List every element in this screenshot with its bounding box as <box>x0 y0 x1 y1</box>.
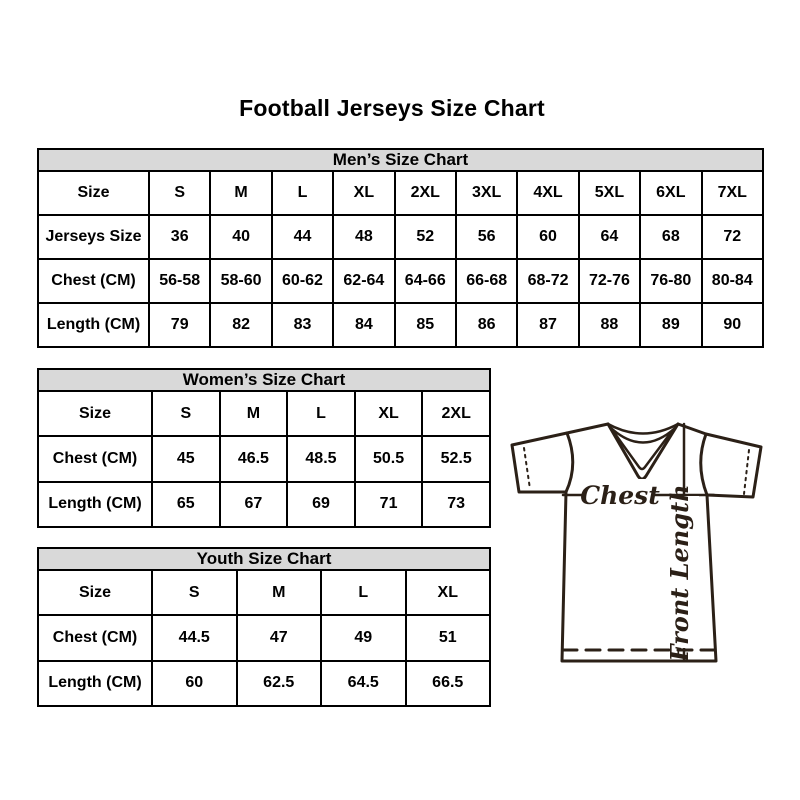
front-length-label: Front Length <box>665 484 694 662</box>
size-cell: 79 <box>149 303 210 347</box>
size-cell: XL <box>355 391 423 436</box>
size-cell: 60 <box>517 215 578 259</box>
size-cell: 87 <box>517 303 578 347</box>
left-cuff-stitch <box>524 448 530 489</box>
size-cell: 67 <box>220 482 288 527</box>
size-cell: 68-72 <box>517 259 578 303</box>
row-label: Length (CM) <box>38 482 152 527</box>
size-cell: M <box>210 171 271 215</box>
size-cell: 60 <box>152 661 237 706</box>
row-label: Size <box>38 391 152 436</box>
row-label: Chest (CM) <box>38 615 152 660</box>
jersey-outline <box>512 424 761 661</box>
front-length-measure-line <box>665 424 699 663</box>
size-cell: 88 <box>579 303 640 347</box>
size-cell: 64-66 <box>395 259 456 303</box>
jersey-collar <box>608 424 678 479</box>
size-cell: 46.5 <box>220 436 288 481</box>
size-cell: 62.5 <box>237 661 322 706</box>
size-cell: 48.5 <box>287 436 355 481</box>
size-cell: M <box>237 570 322 615</box>
size-cell: 50.5 <box>355 436 423 481</box>
size-cell: 65 <box>152 482 220 527</box>
size-cell: 44.5 <box>152 615 237 660</box>
size-cell: 72-76 <box>579 259 640 303</box>
size-cell: 80-84 <box>702 259 763 303</box>
size-cell: S <box>152 391 220 436</box>
row-label: Size <box>38 171 149 215</box>
chest-label: Chest <box>580 481 660 510</box>
size-cell: 49 <box>321 615 406 660</box>
size-cell: 82 <box>210 303 271 347</box>
size-cell: 4XL <box>517 171 578 215</box>
size-cell: L <box>287 391 355 436</box>
size-cell: 83 <box>272 303 333 347</box>
size-cell: 47 <box>237 615 322 660</box>
size-cell: 56-58 <box>149 259 210 303</box>
size-cell: S <box>149 171 210 215</box>
size-cell: 6XL <box>640 171 701 215</box>
size-cell: 36 <box>149 215 210 259</box>
row-label: Size <box>38 570 152 615</box>
size-cell: 66.5 <box>406 661 491 706</box>
size-cell: M <box>220 391 288 436</box>
row-label: Length (CM) <box>38 303 149 347</box>
size-cell: 2XL <box>422 391 490 436</box>
size-cell: 52 <box>395 215 456 259</box>
size-cell: 72 <box>702 215 763 259</box>
size-cell: 40 <box>210 215 271 259</box>
row-label: Chest (CM) <box>38 436 152 481</box>
size-cell: 56 <box>456 215 517 259</box>
size-cell: 89 <box>640 303 701 347</box>
size-cell: 76-80 <box>640 259 701 303</box>
size-cell: 45 <box>152 436 220 481</box>
page-title: Football Jerseys Size Chart <box>239 95 545 121</box>
size-cell: 60-62 <box>272 259 333 303</box>
men-table-title: Men’s Size Chart <box>38 149 763 171</box>
row-label: Jerseys Size <box>38 215 149 259</box>
size-cell: 7XL <box>702 171 763 215</box>
size-cell: 64 <box>579 215 640 259</box>
size-cell: 71 <box>355 482 423 527</box>
size-cell: 44 <box>272 215 333 259</box>
size-cell: 84 <box>333 303 394 347</box>
size-cell: 86 <box>456 303 517 347</box>
size-cell: 51 <box>406 615 491 660</box>
size-cell: 73 <box>422 482 490 527</box>
size-cell: 3XL <box>456 171 517 215</box>
row-label: Length (CM) <box>38 661 152 706</box>
size-cell: 90 <box>702 303 763 347</box>
youth-table-title: Youth Size Chart <box>38 548 490 570</box>
size-cell: 68 <box>640 215 701 259</box>
size-cell: S <box>152 570 237 615</box>
right-cuff-stitch <box>744 450 749 494</box>
size-cell: L <box>272 171 333 215</box>
size-cell: 48 <box>333 215 394 259</box>
women-table-title: Women’s Size Chart <box>38 369 490 391</box>
size-cell: 64.5 <box>321 661 406 706</box>
row-label: Chest (CM) <box>38 259 149 303</box>
size-cell: 2XL <box>395 171 456 215</box>
size-cell: 69 <box>287 482 355 527</box>
size-cell: 58-60 <box>210 259 271 303</box>
size-cell: 85 <box>395 303 456 347</box>
size-cell: XL <box>333 171 394 215</box>
size-cell: 52.5 <box>422 436 490 481</box>
size-cell: 62-64 <box>333 259 394 303</box>
size-cell: 5XL <box>579 171 640 215</box>
size-cell: XL <box>406 570 491 615</box>
size-cell: 66-68 <box>456 259 517 303</box>
size-cell: L <box>321 570 406 615</box>
